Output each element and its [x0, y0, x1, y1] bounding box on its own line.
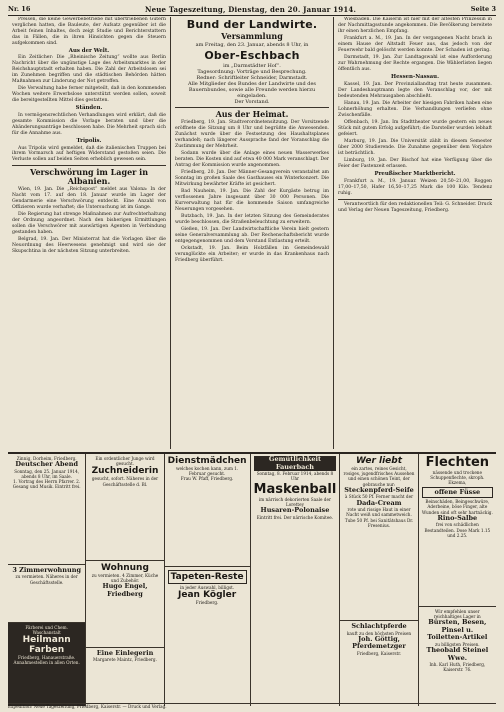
- ad-title: Eine Einlegerin: [96, 648, 154, 657]
- ad-title: Maskenball: [253, 481, 337, 497]
- announcement-subtitle: Versammlung: [221, 31, 283, 41]
- paragraph: Hanau, 19. Jan. Die Arbeiter der hiesigen Fabriken haben eine Lohnerhöhung erhalten. Die Verhandlungen verliefen ohne Zwischenfälle.: [338, 100, 492, 118]
- advertisement-section: [8, 452, 496, 706]
- ad-product: Rino-Salbe: [437, 513, 478, 522]
- ad-text: Inh. Karl Huth, Friedberg, Kaiserstr. 76.: [429, 662, 486, 673]
- paragraph: Die Verwaltung habe ferner mitgeteilt, daß in den kommenden Wochen weitere Erwerbslose unterstützt werden sollen, soweit die bereitgestellten Mittel dies gestatten.: [12, 86, 166, 104]
- section-heading: Tripolis.: [76, 137, 102, 144]
- ad-text: Friedberg.: [195, 600, 219, 606]
- announcement-title: Bund der Landwirte.: [186, 18, 318, 31]
- ad-title: Tapeten-Reste: [168, 570, 247, 584]
- ad-deutscher-abend: [8, 454, 85, 565]
- ad-advertiser: Hugo Engel, Friedberg: [102, 582, 148, 598]
- ad-wohnung-engel: [86, 561, 163, 648]
- ad-title: Wohnung: [101, 563, 149, 573]
- ad-title: Wer liebt: [355, 456, 403, 466]
- ad-text: 1. Vortrag des Herrn Pfarrer. 2. Gesang und Musik. Eintritt frei.: [12, 479, 81, 490]
- ad-text: ein zartes, reines Gesicht, rosiges, jugendfrisches Aussehen und einen schönen Teint, der gebrauche nur:: [343, 466, 415, 487]
- announcement-signature: Der Vorstand.: [234, 99, 270, 105]
- imprint: Verantwortlich für den redaktionellen Teil: G. Schneider. Druck und Verlag der Neuen Tageszeitung, Friedberg.: [338, 201, 492, 213]
- ad-product: Dada-Cream: [356, 498, 402, 507]
- divider: [12, 165, 166, 166]
- paragraph: Gießen, 19. Jan. Der Landwirtschaftliche Verein hielt gestern seine Generalversammlung ab. Der Rechenschaftsbericht wurde entgegengenommen und dem Vorstand Entlastung erteilt.: [175, 227, 329, 245]
- ad-text: nässende und trockene Schuppenflechte, skroph. Ekzema,: [430, 470, 485, 486]
- announcement-agenda: Tagesordnung: Vorträge und Besprechung.: [197, 69, 307, 75]
- paragraph: Belgrad, 19. Jan. Der Ministerrat hat die Vorlagen über die Neuordnung des Heerwesens genehmigt und wird sie der Skupschtina in der nächsten Sitzung unterbreiten.: [12, 237, 166, 255]
- ad-title: 3 Zimmerwohnung: [12, 565, 82, 574]
- ad-title: Deutscher Abend: [15, 460, 78, 469]
- masthead-title: Neue Tageszeitung, Dienstag, den 20. Januar 1914.: [144, 4, 357, 14]
- section-heading: Ständen.: [75, 105, 103, 112]
- ad-einlegerin: [86, 648, 163, 706]
- ad-title: Zuchneiderin: [91, 466, 159, 477]
- ad-faerberei: [8, 623, 85, 706]
- announcement-place: Ober-Eschbach: [204, 49, 300, 62]
- ad-product: Steckenpferd-Seife: [344, 485, 414, 494]
- paragraph: Die Regierung hat strenge Maßnahmen zur Aufrechterhaltung der Ordnung angeordnet. Nach den bisherigen Ermittlungen sollen die Verschwörer mit auswärtigen Agenten in Verbindung gestanden haben.: [12, 212, 166, 235]
- announcement-venue: im „Darmstädter Hof“.: [223, 63, 281, 69]
- paragraph: Marburg, 19. Jan. Die Universität zählt in diesem Semester über 2000 Studierende. Die Zunahme gegenüber dem Vorjahre ist beträchtlich.: [338, 139, 492, 156]
- paragraph: Bad Nauheim, 19. Jan. Die Zahl der Kurgäste betrug im verflossenen Jahre insgesamt über 30 000 Personen. Die Kurverwaltung hat für die kommende Saison umfangreiche Neuerungen vorgesehen.: [175, 189, 329, 212]
- announcement-date: am Freitag, den 23. Januar, abends 8 Uhr, in: [195, 42, 309, 48]
- page-number-left: Nr. 16: [8, 5, 31, 13]
- ad-text: Tube 50 Pf. bei Sanitätshaus Dr. Fresenius.: [344, 517, 414, 528]
- ad-title: Heilmann Farben: [22, 635, 71, 656]
- ad-text: Ein ordentlicher Junge wird gesucht.: [95, 456, 155, 467]
- ad-column-6: [418, 454, 496, 706]
- column-2: [170, 17, 333, 449]
- ad-text: Sonntag, den 25. Januar 1914, abends 8 Uhr, im Saale.: [14, 468, 80, 479]
- paragraph: Friedberg, 20. Jan. Der Männer-Gesangverein veranstaltet am Sonntag im großen Saale des Gasthauses ein Winterkonzert. Die Mitwirkung bewährter Kräfte ist gesichert.: [175, 170, 329, 187]
- paragraph: Butzbach, 19. Jan. In der letzten Sitzung des Gemeinderates wurde beschlossen, die Straßenbeleuchtung zu erweitern.: [175, 214, 329, 226]
- ad-dienstmaedchen: [165, 454, 250, 567]
- paragraph: Friedberg, 19. Jan. Stadtverordnetensitzung. Der Vorsitzende eröffnete die Sitzung um 8 Uhr und begrüßte die Anwesenden. Zunächst wurde über die Festsetzung des Haushaltsplanes verhandelt; nach längerer Aussprache fand der Voranschlag die Zustimmung der Mehrheit.: [175, 120, 329, 149]
- paragraph: Sodann wurde über die Anlage eines neuen Wasserwerkes beraten. Die Kosten sind auf etwa 40 000 Mark veranschlagt. Der Antrag der Kommission wurde angenommen.: [175, 150, 329, 168]
- ad-advertiser: Joh. Göttig, Pferdemetzger: [352, 634, 406, 651]
- section-headline: Aus der Heimat.: [215, 109, 289, 119]
- page-header: [8, 3, 496, 16]
- ad-text: zu vermieten. Näheres in der Geschäftsstelle.: [15, 574, 78, 585]
- paragraph: Frankfurt a. M., 19. Januar. Weizen 20,50–21,00, Roggen 17,00–17,50, Hafer 16,50–17,25 Mark die 100 Kilo. Tendenz ruhig.: [338, 179, 492, 196]
- ad-advertiser: Theobald Steinel Wwe.: [426, 645, 489, 662]
- ad-text: gesucht, sofort. Näheres in der Geschäftsstelle d. Bl.: [91, 476, 159, 487]
- announcement-invite: Alle Mitglieder des Bundes der Landwirte und des Bauernbundes, sowie alle Freunde werden hierzu eingeladen.: [188, 81, 316, 99]
- section-heading: Hessen-Nassau.: [391, 73, 439, 80]
- ad-wohnung: [8, 565, 85, 623]
- article-headline: Verschwörung im Lager in Albanien.: [29, 167, 149, 187]
- section-heading: Preußischer Marktbericht.: [374, 171, 456, 178]
- paragraph: Darmstadt, 19. Jan. Zur Landtagswahl ist eine Aufforderung zur Wahrnehmung der Rechte ergangen. Die Wählerlisten liegen öffentlich aus.: [338, 55, 492, 73]
- paragraph: Frankfurt a. M., 19. Jan. In der vergangenen Nacht brach in einem Hause der Altstadt Feuer aus, das jedoch von der Feuerwehr bald gelöscht werden konnte. Der Schaden ist gering.: [338, 36, 492, 53]
- page-footer: Expedition: Neue Tageszeitung, Friedberg, Kaiserstr. — Druck und Verlag.: [8, 703, 496, 710]
- ad-tapeten: [165, 567, 250, 706]
- ad-heading: Färberei und Chem. Waschanstalt: [25, 624, 68, 635]
- page-number-right: Seite 3: [470, 5, 496, 13]
- ad-column-4: [250, 454, 340, 706]
- column-1: [8, 17, 170, 449]
- ad-text: kauft zu den höchsten Preisen: [346, 630, 412, 636]
- ad-buersten: [419, 607, 496, 706]
- ad-text: frei von schädlichen Bestandteilen. Dose Mark 1.15 und 2.25.: [424, 522, 491, 538]
- ad-text: Eintritt frei. Der närrische Komitee.: [256, 514, 334, 520]
- ad-text: zu billigsten Preisen.: [435, 641, 480, 647]
- section-heading: Aus der Welt.: [68, 47, 110, 54]
- ad-steckenpferd: [340, 454, 417, 621]
- ad-text: in jeder Auswahl, billigst.: [180, 585, 235, 590]
- article-columns: [8, 17, 496, 449]
- paragraph: Wien, 19. Jan. Die „Reichspost“ meldet aus Valona: In der Nacht vom 17. auf den 18. Januar wurde im Lager der Gendarmerie eine Verschwörung entdeckt. Eine Anzahl von Offizieren wurde verhaftet; die Untersuchung ist im Gange.: [12, 187, 166, 210]
- column-3: [333, 17, 496, 449]
- ad-text: Sonntag, 8. Februar 1914, abends 8 Uhr: [256, 471, 334, 482]
- ad-text: Wir empfehlen unser reichhaltiges Lager in: [433, 608, 481, 619]
- ad-text: Margarete Maintz, Friedberg.: [93, 657, 157, 663]
- ad-title: Schlachtpferde: [351, 622, 407, 630]
- ad-schlachtpferde: [340, 621, 417, 706]
- paragraph: In vermögensrechtlichen Verhandlungen wird erklärt, daß die gesamte Kommission die Vorlage beraten und über die Abänderungsanträge beschlossen habe. Die Mehrheit sprach sich für die Annahme aus.: [12, 112, 166, 136]
- ad-subtitle: Husaren-Polonaise: [260, 506, 330, 514]
- paragraph: Kassel, 19. Jan. Der Provinziallandtag trat heute zusammen. Der Landeshauptmann legte den Voranschlag vor, der mit bedeutenden Mehrausgaben abschließt.: [338, 81, 492, 99]
- ad-title: Dienstmädchen: [167, 456, 247, 466]
- ad-column-1: [8, 454, 85, 706]
- ad-subtitle: offene Füsse: [422, 487, 493, 499]
- announcement-speaker: Redner: Schriftleiter Schneider, Darmstadt.: [196, 75, 308, 81]
- ad-text: zu vermieten. 4 Zimmer, Küche und Zubehör.: [91, 573, 159, 584]
- divider: [175, 107, 329, 108]
- divider: [338, 199, 492, 200]
- ad-text: à Stück 50 Pf. Ferner macht der: [344, 494, 414, 500]
- ad-flechten: [419, 454, 496, 607]
- ad-text: Beinschäden, Beingeschwüre, Aderbeine, böse Finger, alte Wunden sind oft sehr hartnäckig.: [421, 499, 493, 515]
- ad-text: rote und rissige Haut in einer Nacht weiß und sammetweich.: [346, 507, 412, 518]
- paragraph: Limburg, 19. Jan. Der Bischof hat eine Verfügung über die Feier der Fastenzeit erlassen.: [338, 158, 492, 170]
- ad-text: Friedberg, Kaiserstr.: [356, 650, 402, 656]
- ad-advertiser: Jean Kögler: [178, 590, 237, 601]
- ad-maskenball: [251, 454, 340, 706]
- paragraph: Ein Zeitlicher: Die „Rheinische Zeitung“ wollte aus Berlin Nachricht über die ungünstige Lage des Arbeitsmarktes in der Reichshauptstadt erhalten haben. Die Zahl der Arbeitslosen sei im Zunehmen begriffen und die städtischen Behörden hätten Maßnahmen zur Linderung der Not getroffen.: [12, 55, 166, 85]
- ad-advertiser: Frau W. Pfaff, Friedberg.: [180, 476, 234, 482]
- ad-text: welches kochen kann, zum 1. Februar gesucht.: [175, 466, 239, 477]
- ad-column-3: [164, 454, 250, 706]
- ad-text: im närrisch dekorierten Saale der Lorettey: [258, 496, 331, 507]
- ad-column-2: [85, 454, 163, 706]
- ad-zuchneiderin: [86, 454, 163, 561]
- ad-column-5: [339, 454, 417, 706]
- ad-heading: Gemütlichkeit Fauerbach: [254, 456, 337, 471]
- paragraph: Wiesbaden. Die Kaiserin ist hier mit der ältesten Prinzessin in der Nachmittagsstunde angekommen. Die Bevölkerung bereitete ihr einen herzlichen Empfang.: [338, 17, 492, 34]
- ad-heading: Zinnig, Dorheim, Friedberg.: [16, 456, 77, 461]
- paragraph: Aus Tripolis wird gemeldet, daß die italienischen Truppen bei ihrem Vormarsch auf heftigen Widerstand gestoßen seien. Die Verluste sollen auf beiden Seiten erheblich gewesen sein.: [12, 145, 166, 163]
- ad-title: Bürsten, Besen, Pinsel u.: [428, 617, 487, 634]
- paragraph: Offenbach, 19. Jan. Im Stadttheater wurde gestern ein neues Stück mit gutem Erfolg aufgeführt; die Darsteller wurden lebhaft gefeiert.: [338, 120, 492, 137]
- ad-text: Friedberg, Hanauerstraße. Annahmestellen in allen Orten.: [13, 655, 80, 666]
- ad-title: Flechten: [425, 455, 490, 470]
- paragraph: Ockstadt, 19. Jan. Beim Holzfällen im Gemeindewald verunglückte ein Arbeiter; er wurde in das Krankenhaus nach Friedberg überführt.: [175, 246, 329, 264]
- paragraph: Preisen, die keine Gewerbebetriebe mit übertriebenen Gütern verglichen hatten, die Bauleute, der Aufsatz gegenüber ist die Arbeit feinen Inhaltes, doch zeigt Studie und Berichterstattern das in Fällen, die in ihren Hinsichten gegen die Steuern aufgekommen sind.: [12, 17, 166, 46]
- ad-subtitle: Toiletten-Artikel: [427, 633, 488, 642]
